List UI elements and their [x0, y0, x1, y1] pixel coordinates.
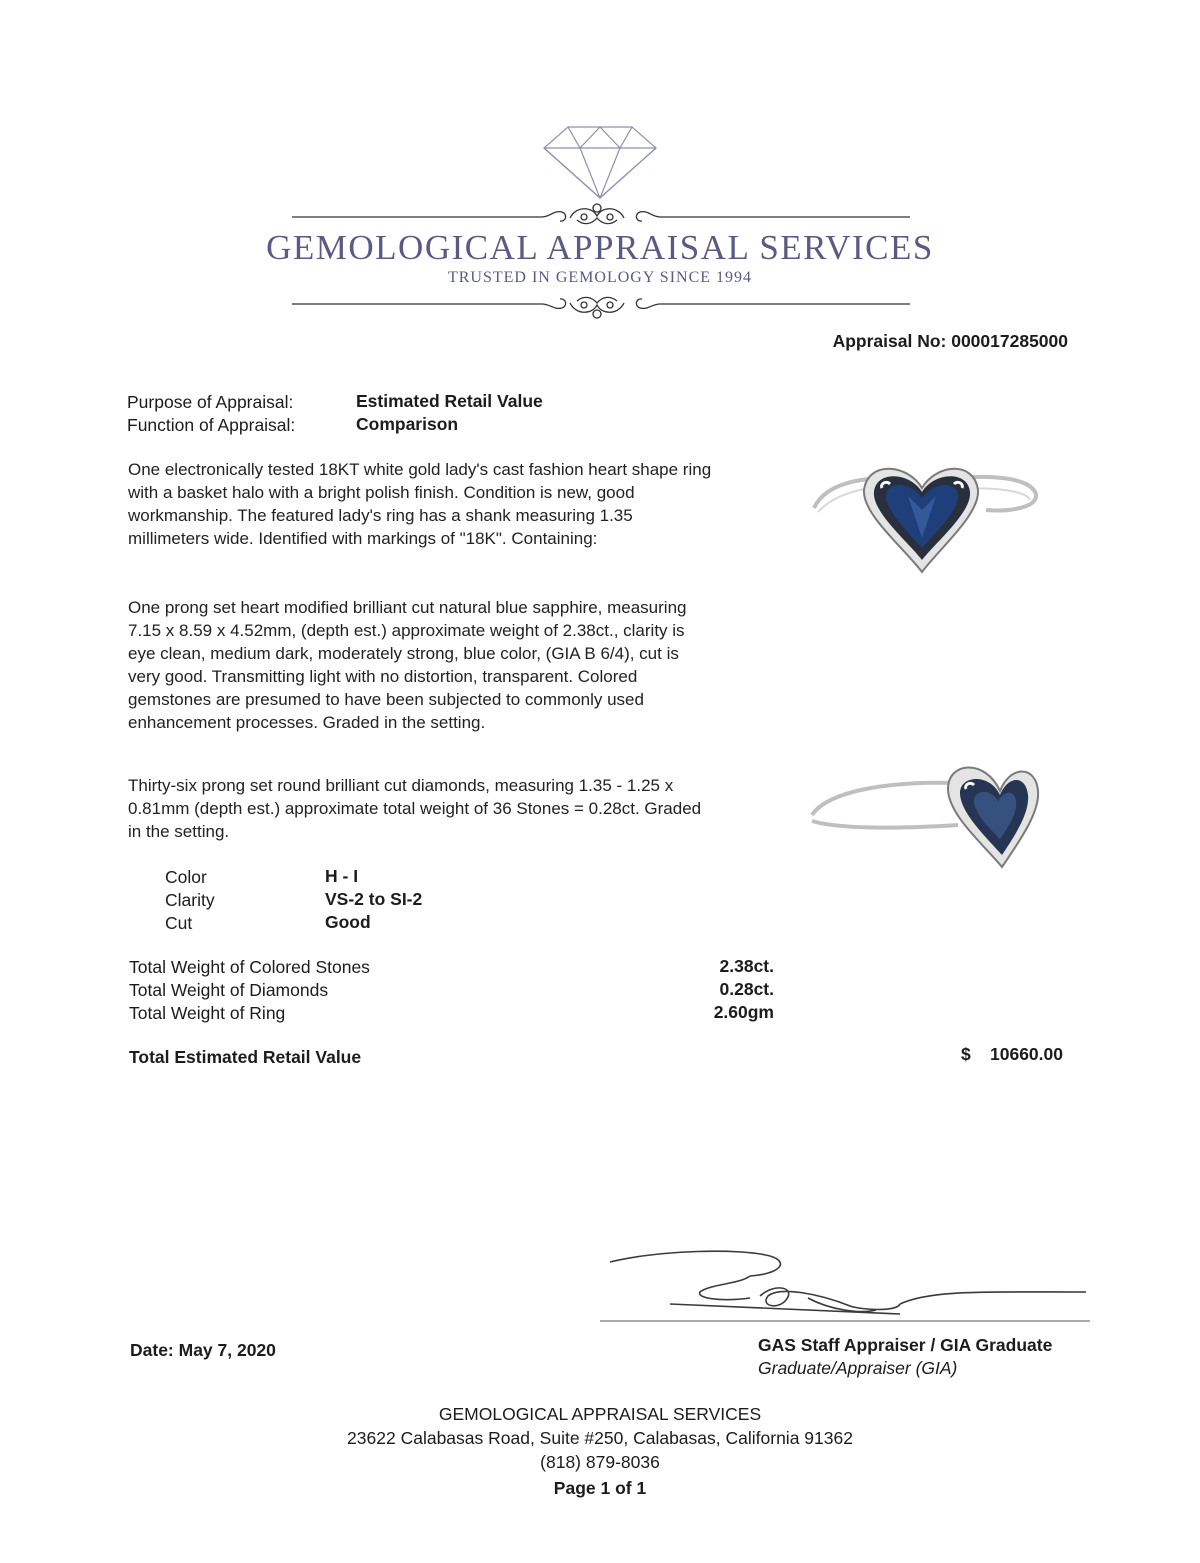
function-value: Comparison	[356, 414, 459, 434]
grade-label-color: Color	[165, 867, 207, 887]
appraisal-number: Appraisal No: 000017285000	[832, 331, 1068, 351]
appraisal-date: Date: May 7, 2020	[130, 1340, 276, 1360]
total-value-ring: 2.60gm	[713, 1002, 774, 1022]
grade-value-cut: Good	[325, 912, 371, 932]
diamond-logo-icon	[540, 122, 660, 200]
total-retail-value-currency: $	[961, 1044, 971, 1064]
total-retail-value-label: Total Estimated Retail Value	[129, 1047, 362, 1067]
footer-company: GEMOLOGICAL APPRAISAL SERVICES	[438, 1404, 762, 1424]
footer-address: 23622 Calabasas Road, Suite #250, Calabasas, California 91362	[347, 1428, 853, 1448]
total-label-colored-stones: Total Weight of Colored Stones	[129, 957, 370, 977]
footer-page-number: Page 1 of 1	[553, 1478, 647, 1498]
grade-label-cut: Cut	[165, 913, 193, 933]
purpose-value: Estimated Retail Value	[356, 391, 543, 411]
total-label-diamonds: Total Weight of Diamonds	[129, 980, 329, 1000]
purpose-label: Purpose of Appraisal:	[127, 392, 294, 412]
total-value-colored-stones: 2.38ct.	[719, 956, 774, 976]
function-label: Function of Appraisal:	[127, 415, 296, 435]
company-logo-name: GEMOLOGICAL APPRAISAL SERVICES	[266, 228, 934, 267]
company-logo-tagline: TRUSTED IN GEMOLOGY SINCE 1994	[447, 269, 753, 286]
appraiser-signature	[600, 1240, 1090, 1330]
diamond-description: Thirty-six prong set round brilliant cut diamonds, measuring 1.35 - 1.25 x 0.81mm (depth est.) approximate total weight of 36 Stones = 0.28ct. Graded in the setting.	[128, 776, 702, 841]
sapphire-description: One prong set heart modified brilliant cut natural blue sapphire, measuring 7.15 x 8.59 x 4.52mm, (depth est.) approximate weight of 2.38ct., clarity is eye clean, medium dark, moderately strong, blue color, (GIA B 6/4), cut is very good. Transmitting light with no distortion, transparent. Colored gemstones are presumed to have been subjected to commonly used enhancement processes. Graded in the setting.	[128, 598, 687, 732]
footer-phone: (818) 879-8036	[540, 1452, 660, 1472]
total-label-ring: Total Weight of Ring	[129, 1003, 286, 1023]
appraiser-subtitle: Graduate/Appraiser (GIA)	[758, 1358, 958, 1378]
ornament-divider-bottom	[292, 290, 910, 326]
appraiser-title: GAS Staff Appraiser / GIA Graduate	[758, 1335, 1053, 1355]
grade-value-color: H - I	[325, 866, 359, 886]
grade-label-clarity: Clarity	[165, 890, 215, 910]
total-value-diamonds: 0.28ct.	[719, 979, 774, 999]
ring-photo-top	[808, 450, 1040, 580]
ring-description: One electronically tested 18KT white gold lady's cast fashion heart shape ring with a basket halo with a bright polish finish. Condition is new, good workmanship. The featured lady's ring has a shank measuring 1.35 millimeters wide. Identified with markings of "18K". Containing:	[128, 460, 712, 548]
ornament-divider-top	[292, 200, 910, 230]
grade-value-clarity: VS-2 to SI-2	[325, 889, 423, 909]
ring-photo-bottom	[808, 755, 1040, 870]
total-retail-value-amount: 10660.00	[990, 1044, 1063, 1064]
